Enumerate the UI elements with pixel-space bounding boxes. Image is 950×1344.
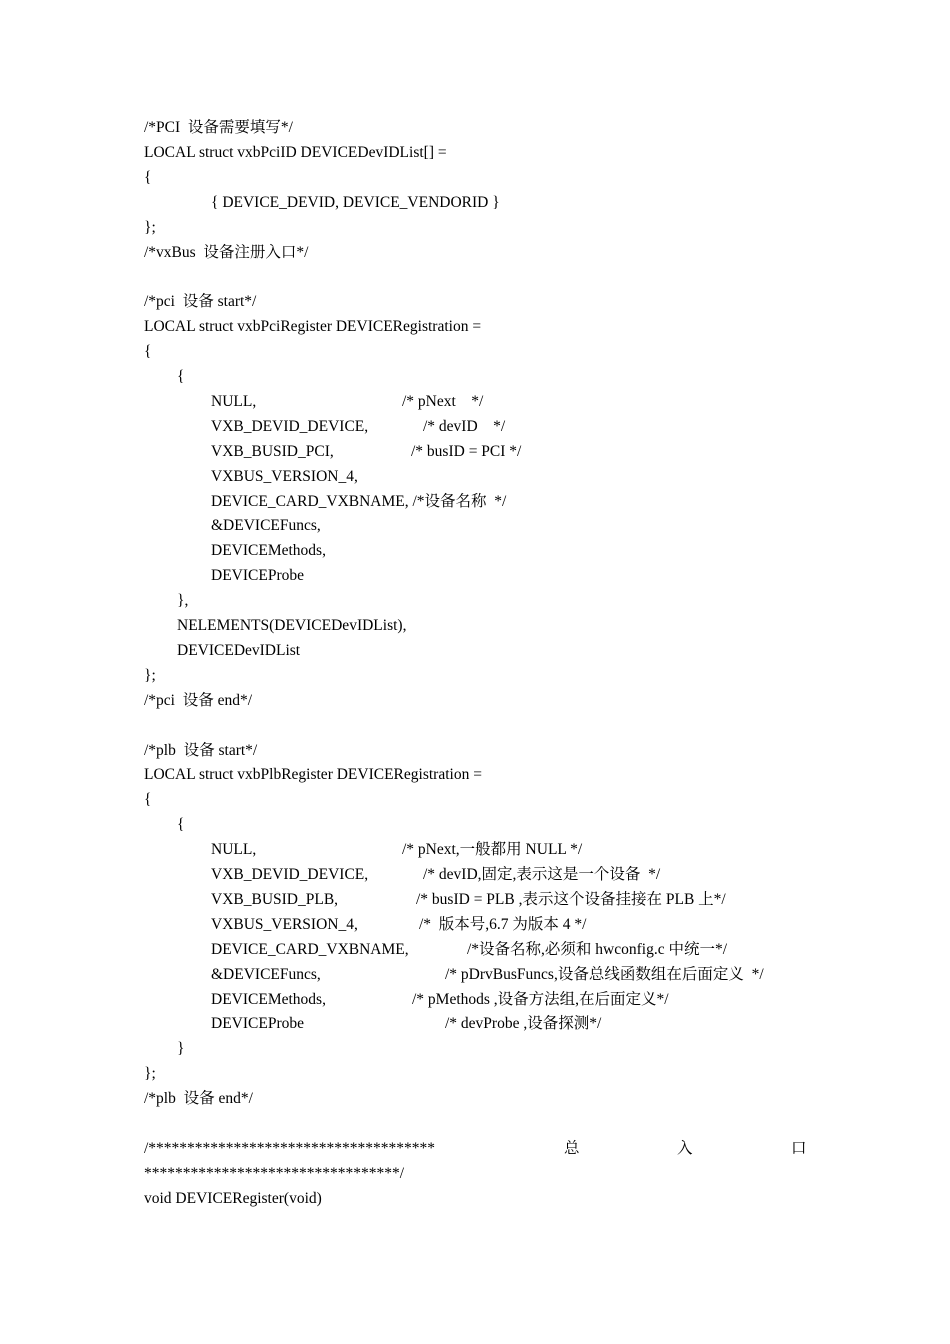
code-line: DEVICE_CARD_VXBNAME, /*设备名称 */ [211,492,507,510]
code-line: VXB_DEVID_DEVICE, [211,417,369,435]
code-line: VXB_BUSID_PLB, [211,890,339,908]
code-comment: 总 [564,1139,580,1157]
code-line: /************************************* [144,1139,436,1157]
code-line: /*pci 设备 start*/ [144,293,257,311]
code-line: DEVICEMethods, [211,990,326,1008]
code-line: &DEVICEFuncs, [211,965,321,983]
code-comment: /* devProbe ,设备探测*/ [445,1015,602,1033]
code-line: { [144,343,152,361]
code-line: { [177,816,185,834]
code-comment: /* devID,固定,表示这是一个设备 */ [423,866,661,883]
code-line: }; [144,218,156,236]
code-comment: /* busID = PCI */ [411,442,522,460]
code-line: }; [144,666,156,684]
code-line: NULL, [211,392,257,410]
code-line: { [144,791,152,809]
code-line: DEVICEProbe [211,1015,304,1033]
code-comment: /* 版本号,6.7 为版本 4 */ [419,915,587,933]
code-line: VXBUS_VERSION_4, [211,915,358,933]
code-line: NULL, [211,841,257,859]
code-line: /*plb 设备 end*/ [144,1090,253,1108]
code-line: { [177,368,185,385]
code-line: } [177,1040,185,1058]
code-line: /*pci 设备 end*/ [144,691,253,709]
code-line: *********************************/ [144,1164,405,1182]
code-comment: 口 [791,1139,807,1157]
code-comment: /* pDrvBusFuncs,设备总线函数组在后面定义 */ [445,965,764,983]
code-line: /*vxBus 设备注册入口*/ [144,243,309,261]
code-line: NELEMENTS(DEVICEDevIDList), [177,617,407,634]
code-line: }, [177,592,189,610]
code-comment: /* busID = PLB ,表示这个设备挂接在 PLB 上*/ [416,890,726,908]
code-line: DEVICEProbe [211,567,304,585]
code-line: DEVICEDevIDList [177,641,301,659]
code-line: LOCAL struct vxbPciRegister DEVICERegistration = [144,318,482,336]
code-comment: /* devID */ [423,417,506,435]
code-line: /*PCI 设备需要填写*/ [144,119,293,136]
code-comment: 入 [677,1139,693,1157]
code-line: LOCAL struct vxbPciID DEVICEDevIDList[] = [144,143,447,161]
code-line: }; [144,1065,156,1083]
code-line: LOCAL struct vxbPlbRegister DEVICERegistration = [144,766,482,784]
code-line: &DEVICEFuncs, [211,517,321,535]
code-line: { DEVICE_DEVID, DEVICE_VENDORID } [211,193,500,211]
code-line: DEVICEMethods, [211,542,326,560]
code-comment: /* pNext,一般都用 NULL */ [402,841,583,859]
code-line: DEVICE_CARD_VXBNAME, [211,940,409,958]
code-line: VXB_BUSID_PCI, [211,442,334,460]
code-line: void DEVICERegister(void) [144,1189,322,1207]
code-line: /*plb 设备 start*/ [144,741,258,759]
code-line: { [144,168,152,186]
code-line: VXB_DEVID_DEVICE, [211,866,369,883]
code-comment: /* pNext */ [402,392,484,410]
code-comment: /* pMethods ,设备方法组,在后面定义*/ [412,990,669,1008]
code-comment: /*设备名称,必须和 hwconfig.c 中统一*/ [467,940,728,958]
code-line: VXBUS_VERSION_4, [211,467,358,485]
